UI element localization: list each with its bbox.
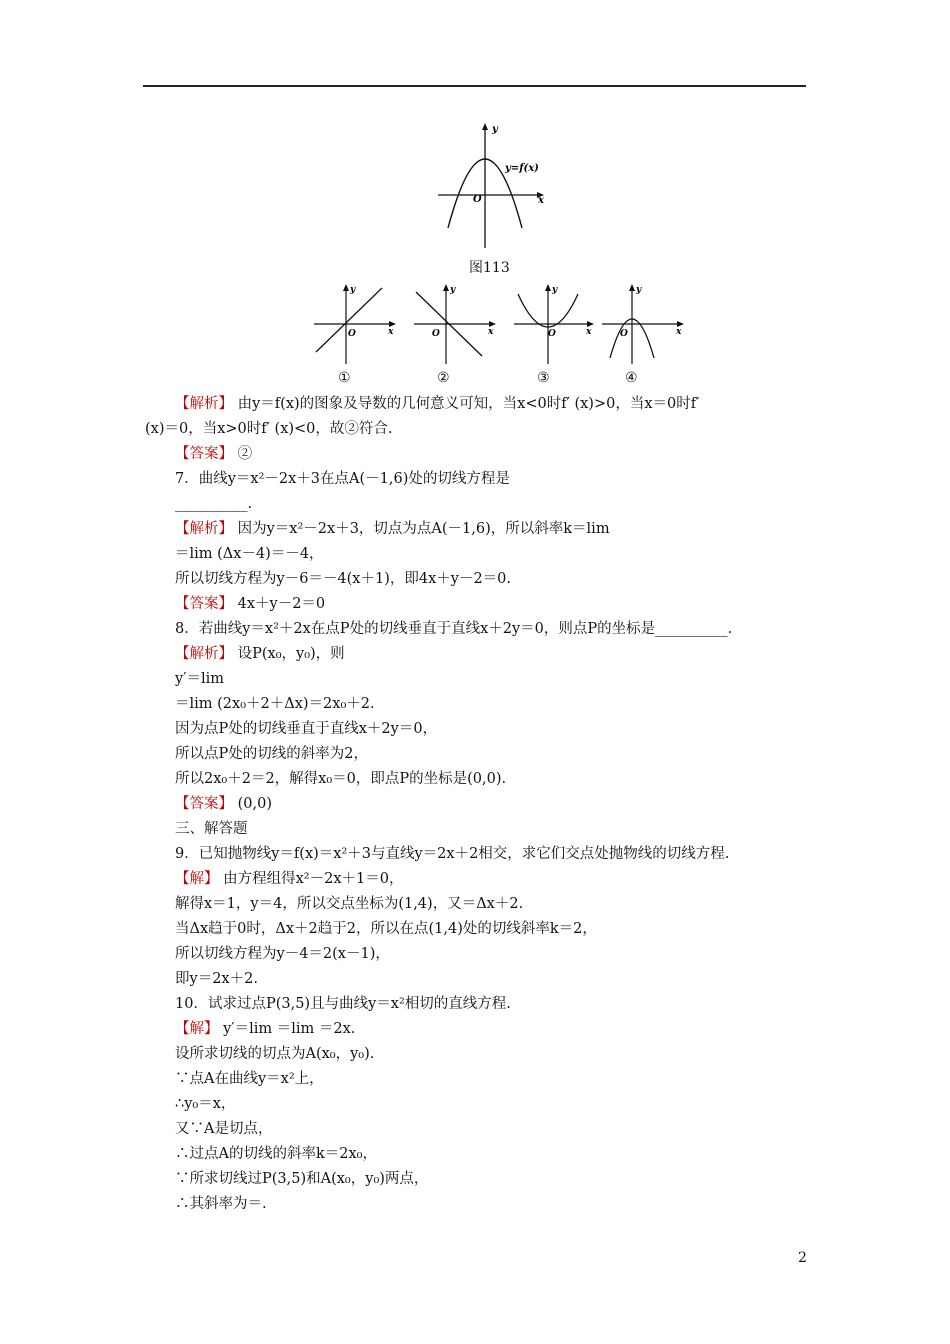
x-axis-label: x (538, 195, 544, 206)
option-label-2: ② (437, 370, 450, 386)
figure-caption: 图113 (469, 260, 510, 276)
text-line: 【解析】 因为y＝x²－2x＋3，切点为点A(－1,6)，所以斜率k＝lim (175, 521, 610, 537)
text-line: __________. (175, 496, 253, 512)
text-line: 【解析】 设P(x₀，y₀)，则 (175, 646, 345, 662)
text-line: ＝lim (2x₀＋2＋Δx)＝2x₀＋2. (175, 696, 375, 712)
text-line: 解得x＝1，y＝4，所以交点坐标为(1,4)，又＝Δx＋2. (175, 896, 524, 912)
svg-text:O: O (432, 329, 440, 339)
option-graph-1 (310, 282, 400, 367)
text-line: 【解】 y′＝lim ＝lim ＝2x. (175, 1021, 356, 1037)
svg-text:x: x (586, 327, 592, 337)
text-line: ∴过点A的切线的斜率k＝2x₀， (175, 1146, 377, 1162)
header-rule (143, 85, 806, 87)
option-graph-4 (598, 282, 690, 367)
text-line: 10．试求过点P(3,5)且与曲线y＝x²相切的直线方程. (175, 996, 511, 1012)
option-label-4: ④ (625, 370, 638, 386)
main-figure (430, 120, 550, 250)
text-line: 7．曲线y＝x²－2x＋3在点A(－1,6)处的切线方程是 (175, 471, 510, 487)
text-line: 即y＝2x＋2. (175, 971, 258, 987)
curve-label: y=f(x) (505, 163, 539, 174)
text-line: ∵点A在曲线y＝x²上， (175, 1071, 324, 1087)
text-line: ＝lim (Δx－4)＝－4， (175, 546, 324, 562)
text-line: 【答案】 4x＋y－2＝0 (175, 596, 326, 612)
text-line: 所以2x₀＋2＝2，解得x₀＝0，即点P的坐标是(0,0). (175, 771, 507, 787)
text-line: 【解析】 由y＝f(x)的图象及导数的几何意义可知，当x<0时f′ (x)>0，当x＝0时f′ (175, 396, 700, 412)
text-line: 设所求切线的切点为A(x₀，y₀). (175, 1046, 375, 1062)
origin-label: O (473, 194, 482, 205)
option-label-3: ③ (537, 370, 550, 386)
text-line: ∴其斜率为＝. (175, 1196, 267, 1212)
y-axis-label: y (492, 124, 498, 135)
text-line: y′＝lim (175, 671, 225, 687)
text-line: 9．已知抛物线y＝f(x)＝x²＋3与直线y＝2x＋2相交，求它们交点处抛物线的切线方程. (175, 846, 730, 862)
text-line: 又∵A是切点， (175, 1121, 273, 1137)
svg-text:O: O (348, 329, 356, 339)
option-graph-3 (510, 282, 600, 367)
text-line: 所以切线方程为y－4＝2(x－1)， (175, 946, 390, 962)
text-line: 因为点P处的切线垂直于直线x＋2y＝0， (175, 721, 438, 737)
text-line: ∵所求切线过P(3,5)和A(x₀，y₀)两点， (175, 1171, 429, 1187)
option-graph-2 (410, 282, 500, 367)
text-line: (x)＝0，当x>0时f′ (x)<0，故②符合. (145, 421, 393, 437)
svg-text:y: y (552, 285, 558, 295)
option-label-1: ① (338, 370, 351, 386)
svg-text:y: y (636, 285, 642, 295)
svg-text:x: x (488, 327, 494, 337)
y-arrow (482, 123, 488, 130)
svg-text:x: x (676, 327, 682, 337)
text-line: ∴y₀＝x， (175, 1096, 236, 1112)
text-line: 8．若曲线y＝x²＋2x在点P处的切线垂直于直线x＋2y＝0，则点P的坐标是__________. (175, 621, 733, 637)
svg-text:y: y (450, 285, 456, 295)
text-line: 【解】 由方程组得x²－2x＋1＝0， (175, 871, 404, 887)
section-heading: 三、解答题 (175, 821, 248, 837)
svg-text:O: O (548, 329, 556, 339)
text-line: 【答案】 ② (175, 446, 253, 462)
text-line: 所以点P处的切线的斜率为2， (175, 746, 368, 762)
svg-text:y: y (350, 285, 356, 295)
svg-text:x: x (388, 327, 394, 337)
page-number: 2 (798, 1250, 807, 1266)
text-line: 【答案】 (0,0) (175, 796, 272, 812)
svg-text:O: O (620, 329, 628, 339)
text-line: 当Δx趋于0时，Δx＋2趋于2，所以在点(1,4)处的切线斜率k＝2， (175, 921, 597, 937)
text-line: 所以切线方程为y－6＝－4(x＋1)，即4x＋y－2＝0. (175, 571, 512, 587)
